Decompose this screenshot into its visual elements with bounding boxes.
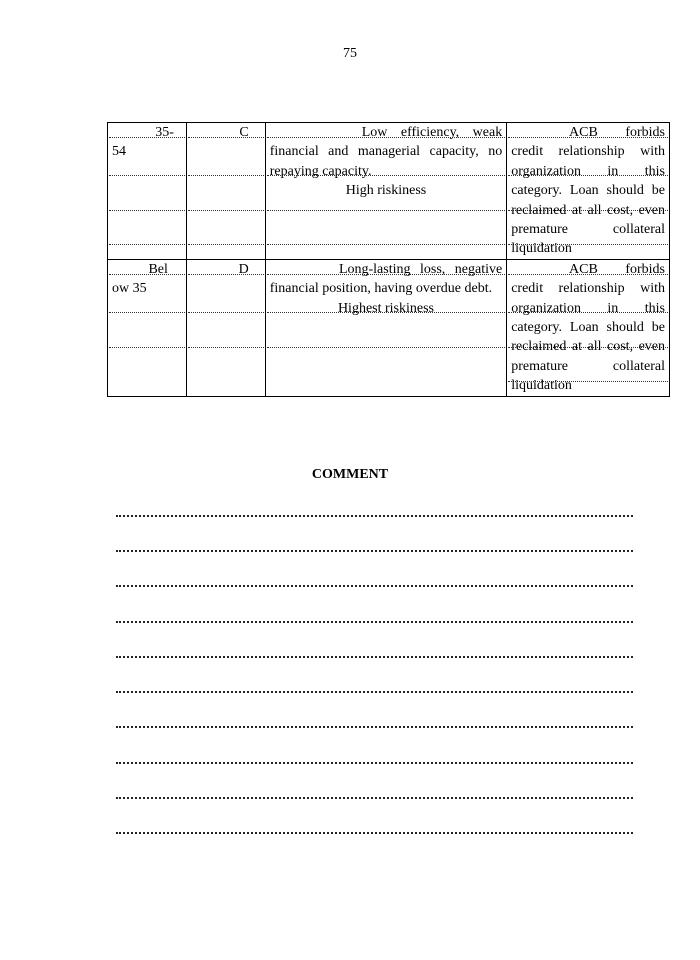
description-cell [265, 123, 506, 260]
risk-level: High riskiness [345, 183, 427, 199]
policy-text: credit relationship with organization in this category. Loan should be reclaimed at all cost, even premature collateral liquidation [511, 281, 665, 394]
comment-line [116, 515, 633, 517]
description-text: financial and managerial capacity, no repaying capacity. [269, 144, 503, 179]
score-value-bottom: ow 35 [112, 281, 147, 297]
score-cell [108, 259, 187, 396]
description-first-line: Low efficiency, weak [361, 125, 503, 140]
class-value: D [238, 261, 249, 277]
comment-line [116, 797, 633, 799]
score-value-bottom: 54 [112, 144, 126, 160]
policy-first-line: ACB forbids [569, 125, 665, 140]
comment-heading: COMMENT [311, 467, 389, 482]
description-cell [265, 259, 506, 396]
comment-line [116, 585, 633, 587]
policy-cell [507, 123, 670, 260]
table-row [108, 123, 670, 260]
risk-level: Highest riskiness [337, 300, 434, 316]
policy-text: credit relationship with organization in this category. Loan should be reclaimed at all cost, even premature collateral liquidation [511, 144, 665, 257]
score-cell [108, 123, 187, 260]
table-row [108, 259, 670, 396]
comment-line [116, 656, 633, 658]
policy-cell [507, 259, 670, 396]
class-cell [186, 123, 265, 260]
score-value-top: 35- [155, 125, 174, 140]
comment-line [116, 726, 633, 728]
comment-line [116, 832, 633, 834]
risk-classification-table [107, 122, 670, 397]
comment-line [116, 550, 633, 552]
comment-line [116, 621, 633, 623]
class-cell [186, 259, 265, 396]
score-value-top: Bel [148, 261, 168, 277]
comment-line [116, 691, 633, 693]
description-first-line: Long-lasting loss, negative [338, 261, 503, 277]
comment-line [116, 762, 633, 764]
page-number: 75 [343, 46, 357, 61]
description-text: financial position, having overdue debt. [269, 281, 493, 297]
class-value: C [239, 125, 249, 140]
policy-first-line: ACB forbids [569, 261, 665, 277]
